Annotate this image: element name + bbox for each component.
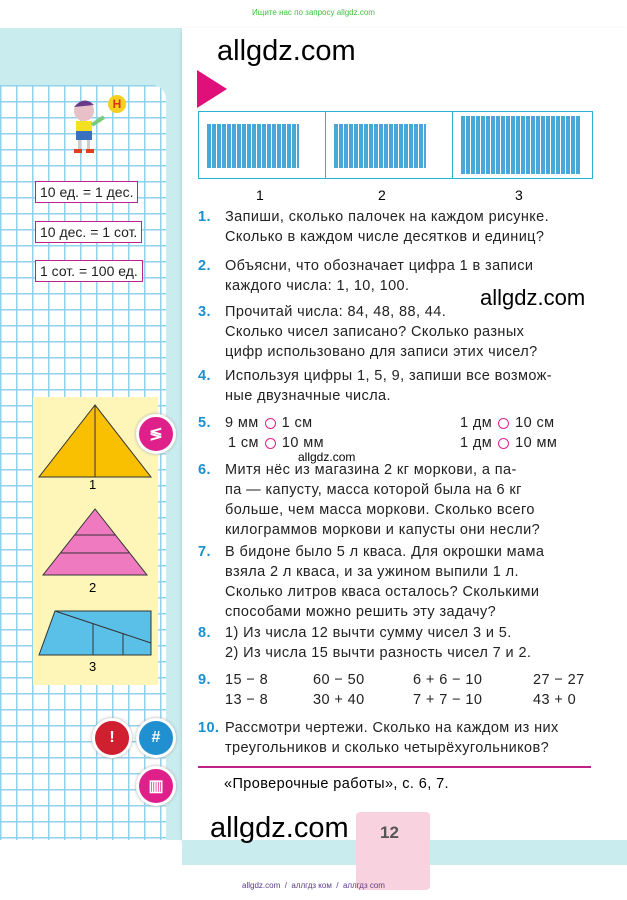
footer-links[interactable]: allgdz.com / аллгдз ком / аллгдз com (242, 881, 385, 890)
page-number: 12 (380, 823, 399, 842)
figure-label: 2 (89, 580, 97, 595)
sticks-picture (198, 111, 593, 179)
boy-character-icon (68, 95, 128, 157)
compare-blank[interactable] (265, 438, 276, 449)
watermark: allgdz.com (217, 35, 356, 67)
compare-blank[interactable] (498, 418, 509, 429)
sticks-group (326, 112, 453, 178)
book-icon: ▥ (136, 766, 176, 806)
picture-label: 2 (378, 187, 386, 203)
rule-box: 1 сот. = 100 ед. (35, 260, 143, 282)
compare-blank[interactable] (498, 438, 509, 449)
figure-label: 1 (89, 477, 97, 492)
picture-label: 1 (256, 187, 264, 203)
figure-label: 3 (89, 659, 97, 674)
watermark: allgdz.com (210, 812, 349, 844)
sticks-group (453, 112, 592, 178)
picture-label: 3 (515, 187, 523, 203)
rule-box: 10 дес. = 1 сот. (35, 221, 142, 243)
attention-icon: ! (92, 718, 132, 758)
character-badge: Н (108, 95, 126, 113)
reference-text: «Проверочные работы», с. 6, 7. (224, 776, 449, 792)
sticks-group (199, 112, 326, 178)
grid-icon: # (136, 718, 176, 758)
divider (198, 766, 591, 768)
compare-icon: ≶ (136, 414, 176, 454)
watermark: allgdz.com (480, 285, 586, 310)
top-notice: Ищите нас по запросу allgdz.com (252, 8, 375, 17)
section-marker-icon (197, 70, 227, 108)
watermark: allgdz.com (298, 450, 356, 464)
rule-box: 10 ед. = 1 дес. (35, 181, 138, 203)
compare-blank[interactable] (265, 418, 276, 429)
